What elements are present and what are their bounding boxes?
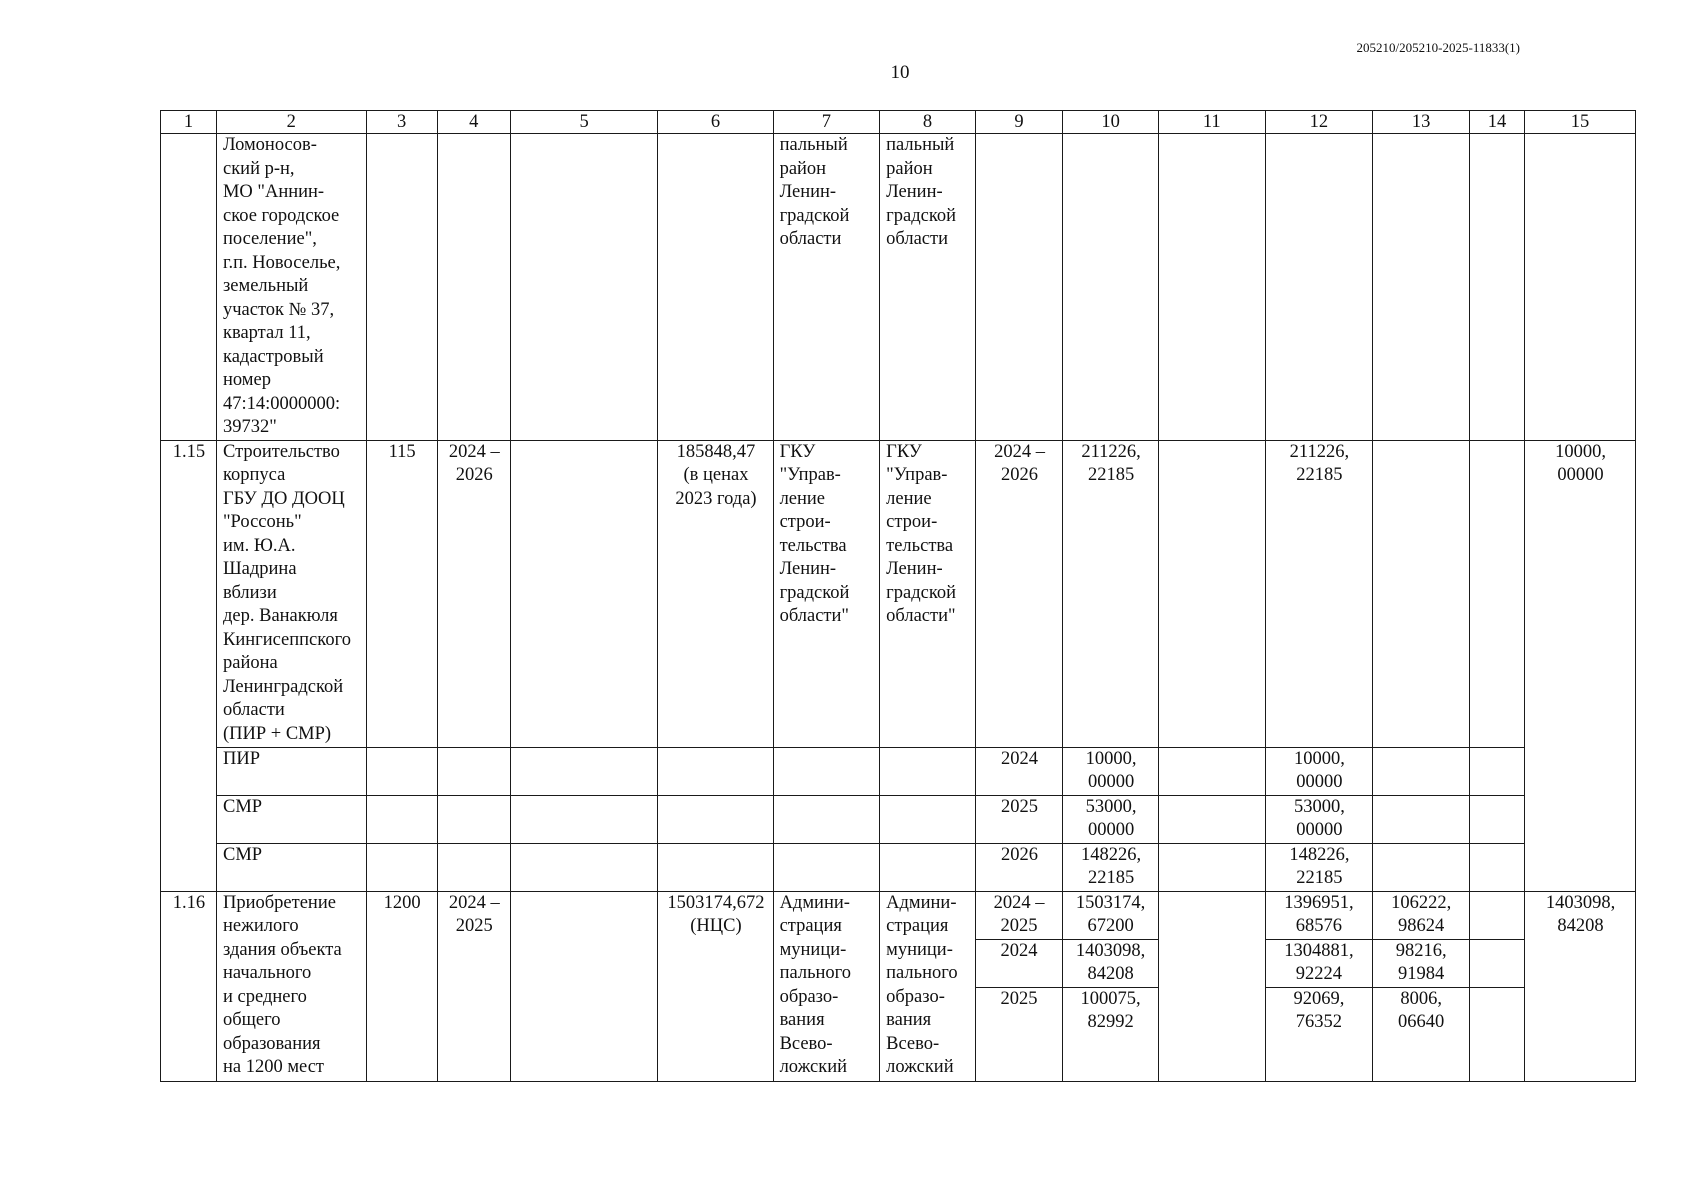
client-cell: пальный район Ленин- градской области bbox=[773, 134, 880, 441]
table-row-1-15 bbox=[161, 440, 1636, 747]
capacity-cell: 115 bbox=[366, 440, 437, 747]
client-cell: ГКУ "Управ- ление строи- тельства Ленин- градской области" bbox=[773, 440, 880, 747]
column-number: 5 bbox=[510, 111, 658, 134]
column-number: 2 bbox=[216, 111, 366, 134]
cell-empty bbox=[1373, 440, 1470, 747]
year-line: 2025 bbox=[1000, 988, 1038, 1009]
cell-empty bbox=[880, 747, 976, 795]
row-number-cell: 1.16 bbox=[161, 891, 217, 1081]
cell-empty bbox=[1063, 134, 1159, 441]
divider bbox=[1470, 940, 1524, 988]
cell-empty bbox=[437, 843, 510, 891]
regional-budget-cell: 53000, 00000 bbox=[1265, 795, 1373, 843]
year-line: 2024 bbox=[976, 940, 1062, 988]
estimated-cost-cell: 1503174,672 (НЦС) bbox=[658, 891, 773, 1081]
cell-empty bbox=[658, 134, 773, 441]
column-number: 12 bbox=[1265, 111, 1373, 134]
table-subrow bbox=[161, 843, 1636, 891]
column-number: 13 bbox=[1373, 111, 1470, 134]
object-name-cell: Приобретение нежилого здания объекта начального и среднего общего образования на 1200 мест bbox=[216, 891, 366, 1081]
cell-empty bbox=[1158, 440, 1265, 747]
cell-empty bbox=[1158, 134, 1265, 441]
column-number: 11 bbox=[1158, 111, 1265, 134]
cell-empty bbox=[1158, 747, 1265, 795]
regional-budget-cell: 10000, 00000 bbox=[1265, 747, 1373, 795]
cell-empty bbox=[1158, 795, 1265, 843]
cell-empty bbox=[1158, 891, 1265, 1081]
developer-cell: ГКУ "Управ- ление строи- тельства Ленин- градской области" bbox=[880, 440, 976, 747]
table-row-continuation bbox=[161, 134, 1636, 441]
amount-line: 1403098, 84208 bbox=[1063, 940, 1158, 988]
table-subrow bbox=[161, 795, 1636, 843]
stage-label-cell: СМР bbox=[216, 795, 366, 843]
cell-empty bbox=[773, 795, 880, 843]
year-cell: 2026 bbox=[975, 843, 1062, 891]
regional-budget-cell: 148226, 22185 bbox=[1265, 843, 1373, 891]
cell-empty bbox=[1373, 843, 1470, 891]
amount-line: 1396951, 68576 bbox=[1266, 892, 1373, 940]
amount-line: 8006, 06640 bbox=[1398, 988, 1445, 1032]
amount-line: 92069, 76352 bbox=[1293, 988, 1345, 1032]
cell-empty bbox=[366, 795, 437, 843]
column-number: 6 bbox=[658, 111, 773, 134]
stage-label-cell: СМР bbox=[216, 843, 366, 891]
cell-empty bbox=[658, 843, 773, 891]
year-cell: 2025 bbox=[975, 795, 1062, 843]
cell-empty bbox=[437, 795, 510, 843]
page-number: 10 bbox=[890, 62, 910, 83]
register-table bbox=[160, 110, 1636, 1082]
local-budget-cell bbox=[1373, 891, 1470, 1081]
amount-line: 106222, 98624 bbox=[1373, 892, 1469, 940]
column-number: 1 bbox=[161, 111, 217, 134]
cell-empty bbox=[510, 843, 658, 891]
amount-line: 1304881, 92224 bbox=[1266, 940, 1373, 988]
cell-empty bbox=[510, 134, 658, 441]
column-number: 7 bbox=[773, 111, 880, 134]
total-amount-cell bbox=[1063, 891, 1159, 1081]
amount-line: 100075, 82992 bbox=[1080, 988, 1141, 1032]
period-cell: 2024 – 2026 bbox=[437, 440, 510, 747]
year-cell: 2024 bbox=[975, 747, 1062, 795]
cell-empty bbox=[1265, 134, 1373, 441]
total-amount-cell: 211226, 22185 bbox=[1063, 440, 1159, 747]
cell-empty bbox=[658, 795, 773, 843]
column-number: 3 bbox=[366, 111, 437, 134]
column-number: 14 bbox=[1470, 111, 1525, 134]
table-row-1-16 bbox=[161, 891, 1636, 1081]
table-subrow bbox=[161, 747, 1636, 795]
estimated-cost-cell: 185848,47 (в ценах 2023 года) bbox=[658, 440, 773, 747]
cell-empty bbox=[1525, 134, 1636, 441]
financing-years-cell: 2024 – 2026 bbox=[975, 440, 1062, 747]
cell-empty bbox=[1470, 440, 1525, 747]
amount-col15-cell: 1403098, 84208 bbox=[1525, 891, 1636, 1081]
document-number: 205210/205210-2025-11833(1) bbox=[1356, 40, 1520, 55]
total-amount-cell: 148226, 22185 bbox=[1063, 843, 1159, 891]
cell-empty bbox=[773, 843, 880, 891]
regional-budget-cell bbox=[1265, 891, 1373, 1081]
cell-empty bbox=[366, 134, 437, 441]
cell-empty bbox=[975, 134, 1062, 441]
cell-empty bbox=[880, 843, 976, 891]
object-address-cell: Ломоносов- ский р-н, МО "Аннин- ское городское поселение", г.п. Новоселье, земельный участок № 37, квартал 11, кадастровый номер 47:14:0000000: 39732" bbox=[216, 134, 366, 441]
column-number: 10 bbox=[1063, 111, 1159, 134]
cell-empty bbox=[1470, 795, 1525, 843]
column-number-row bbox=[161, 111, 1636, 134]
cell-empty bbox=[658, 747, 773, 795]
cell-empty bbox=[437, 134, 510, 441]
cell-empty bbox=[366, 843, 437, 891]
column-number: 15 bbox=[1525, 111, 1636, 134]
column-number: 4 bbox=[437, 111, 510, 134]
total-amount-cell: 53000, 00000 bbox=[1063, 795, 1159, 843]
cell-empty bbox=[510, 795, 658, 843]
amount-col15-cell: 10000, 00000 bbox=[1525, 440, 1636, 891]
financing-years-cell bbox=[975, 891, 1062, 1081]
cell-empty bbox=[1158, 843, 1265, 891]
cell-empty bbox=[1470, 843, 1525, 891]
object-name-cell: Строительство корпуса ГБУ ДО ДООЦ "Россонь" им. Ю.А. Шадрина вблизи дер. Ванакюля Кингисеппского района Ленинградской области (ПИР + СМР) bbox=[216, 440, 366, 747]
capacity-cell: 1200 bbox=[366, 891, 437, 1081]
cell-empty bbox=[510, 747, 658, 795]
developer-cell: Админи- страция муници- пального образо- вания Всево- ложский bbox=[880, 891, 976, 1081]
cell-empty bbox=[1470, 747, 1525, 795]
cell-empty bbox=[773, 747, 880, 795]
divider bbox=[1470, 892, 1524, 940]
cell-empty bbox=[1373, 134, 1470, 441]
cell-empty bbox=[1373, 747, 1470, 795]
year-line: 2024 – 2025 bbox=[976, 892, 1062, 940]
cell-empty bbox=[366, 747, 437, 795]
cell-empty bbox=[510, 440, 658, 747]
total-amount-cell: 10000, 00000 bbox=[1063, 747, 1159, 795]
regional-budget-cell: 211226, 22185 bbox=[1265, 440, 1373, 747]
client-cell: Админи- страция муници- пального образо- вания Всево- ложский bbox=[773, 891, 880, 1081]
amount-line: 98216, 91984 bbox=[1373, 940, 1469, 988]
cell-empty bbox=[1373, 795, 1470, 843]
stage-label-cell: ПИР bbox=[216, 747, 366, 795]
cell-empty bbox=[510, 891, 658, 1081]
amount-line: 1503174, 67200 bbox=[1063, 892, 1158, 940]
developer-cell: пальный район Ленин- градской области bbox=[880, 134, 976, 441]
column-number: 9 bbox=[975, 111, 1062, 134]
row-number-cell: 1.15 bbox=[161, 440, 217, 891]
cell-empty bbox=[437, 747, 510, 795]
cell-col14 bbox=[1470, 891, 1525, 1081]
cell-empty bbox=[161, 134, 217, 441]
column-number: 8 bbox=[880, 111, 976, 134]
period-cell: 2024 – 2025 bbox=[437, 891, 510, 1081]
cell-empty bbox=[880, 795, 976, 843]
cell-empty bbox=[1470, 134, 1525, 441]
